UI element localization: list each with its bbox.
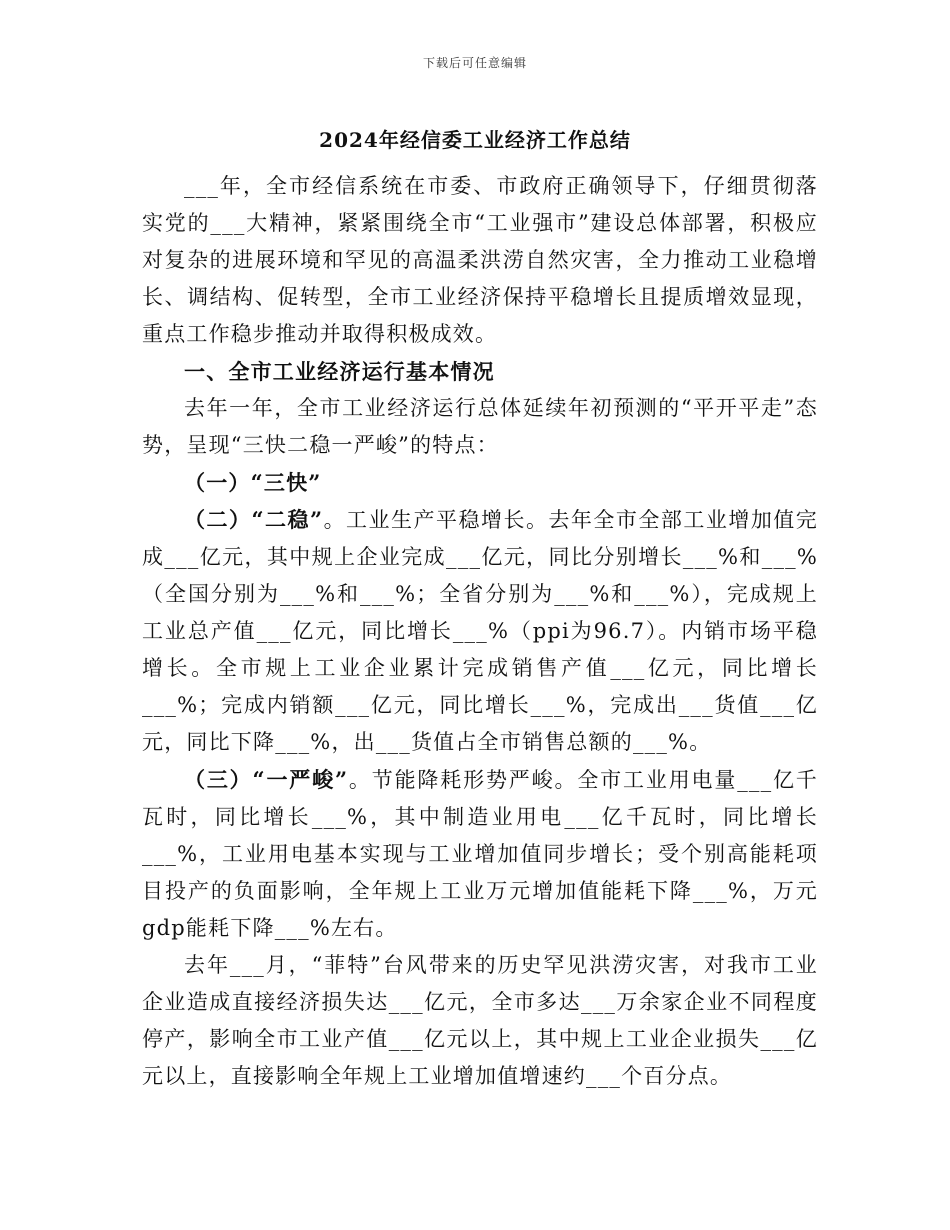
header-note: 下载后可任意编辑 — [422, 56, 527, 70]
section-1-intro: 去年一年，全市工业经济运行总体延续年初预测的“平开平走”态势，呈现“三快二稳一严峻”的特点： — [142, 396, 818, 457]
intro-paragraph: ___年，全市经信系统在市委、市政府正确领导下，仔细贯彻落实党的___大精神，紧紧围绕全市“工业强市”建设总体部署，积极应对复杂的进展环境和罕见的高温柔洪涝自然灾害，全力推动工业稳增长、调结构、促转型，全市工业经济保持平稳增长且提质增效显现，重点工作稳步推动并取得积极成效。 — [142, 174, 818, 346]
subsection-2-heading: （二）“二稳” — [184, 507, 324, 532]
subsection-3-text: 。节能降耗形势严峻。全市工业用电量___亿千瓦时，同比增长___%，其中制造业用电___亿千瓦时，同比增长___%，工业用电基本实现与工业增加值同步增长；受个别高能耗项目投产的负面影响，全年规上工业万元增加值能耗下降___%，万元gdp能耗下降___%左右。 — [142, 768, 818, 940]
subsection-3-heading: （三）“一严峻” — [184, 767, 349, 792]
subsection-3-paragraph — [142, 761, 818, 947]
subsection-2-text: 。工业生产平稳增长。去年全市全部工业增加值完成___亿元，其中规上企业完成___亿元，同比分别增长___%和___%（全国分别为___%和___%；全省分别为___%和___%），完成规上工业总产值___亿元，同比增长___%（ppi为96.7）。内销市场平稳增长。全市规上工业企业累计完成销售产值___亿元，同比增长___%；完成内销额___亿元，同比增长___%，完成出___货值___亿元，同比下降___%，出___货值占全市销售总额的___%。 — [142, 508, 818, 754]
disaster-paragraph: 去年___月，“菲特”台风带来的历史罕见洪涝灾害，对我市工业企业造成直接经济损失达___亿元，全市多达___万余家企业不同程度停产，影响全市工业产值___亿元以上，其中规上工业企业损失___亿元以上，直接影响全年规上工业增加值增速约___个百分点。 — [142, 953, 818, 1088]
section-1-heading: 一、全市工业经济运行基本情况 — [184, 359, 495, 384]
document-title: 2024年经信委工业经济工作总结 — [319, 128, 631, 152]
subsection-1-heading: （一）“三快” — [184, 470, 322, 495]
document-body — [142, 168, 818, 1095]
subsection-2-paragraph — [142, 501, 818, 761]
